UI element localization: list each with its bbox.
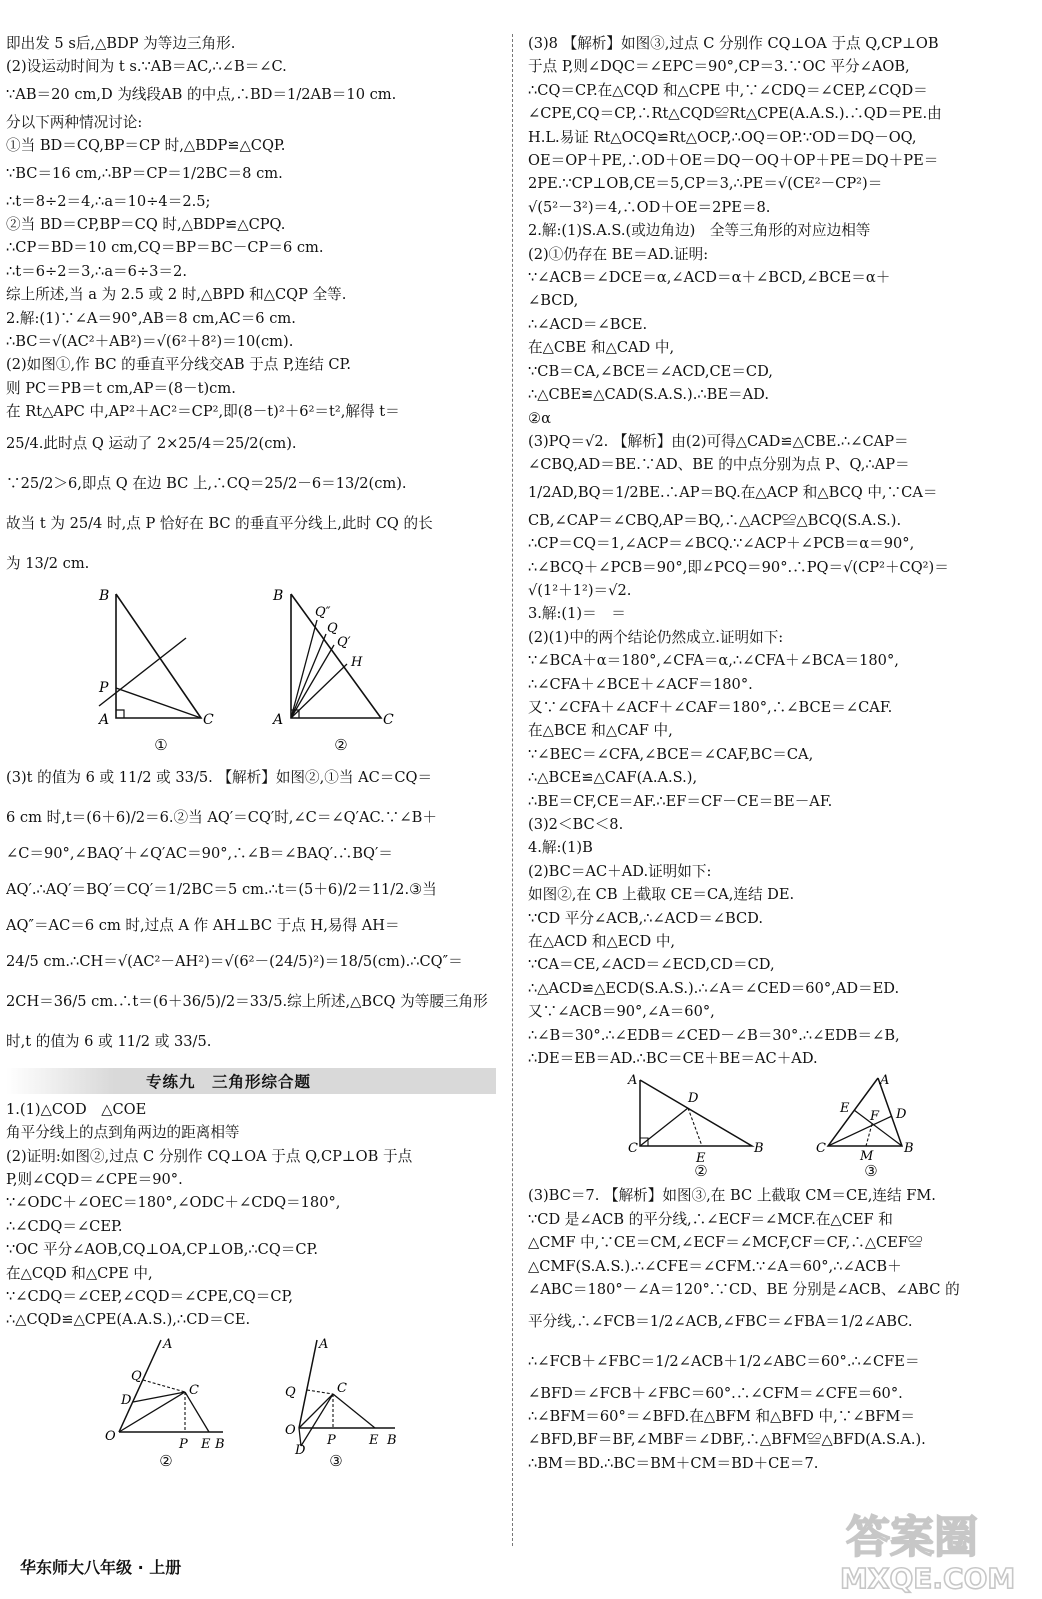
text-line: (2)BC＝AC＋AD.证明如下: xyxy=(528,862,712,880)
text-line: CB,∠CAP＝∠CBQ,AP＝BQ,∴△ACP≌△BCQ(S.A.S.). xyxy=(528,511,902,529)
text-line: ∵BC＝16 cm,∴BP＝CP＝1/2BC＝8 cm. xyxy=(6,164,283,182)
label-e: E xyxy=(201,1436,211,1452)
text-line: ∠CBQ,AD＝BE.∵AD、BE 的中点分别为点 P、Q,∴AP＝ xyxy=(528,456,910,474)
figure-2 xyxy=(271,588,411,754)
text-line: ∠CPE,CQ＝CP,∴Rt△CQD≌Rt△CPE(A.A.S.).∴QD＝PE.由 xyxy=(528,105,942,123)
text-line: ∴t＝8÷2＝4,∴a＝10÷4＝2.5; xyxy=(6,192,211,210)
label-c: C xyxy=(383,711,394,728)
text-line: (3)BC＝7. 【解析】如图③,在 BC 上截取 CM＝CE,连结 FM. xyxy=(528,1187,936,1205)
page-footer: 华东师大八年级 · 上册 xyxy=(20,1558,182,1577)
text-line: ∠BCD, xyxy=(528,292,579,310)
label-q: Q xyxy=(131,1368,142,1384)
text-line: ∵AB＝20 cm,D 为线段AB 的中点,∴BD＝1/2AB＝10 cm. xyxy=(6,85,397,103)
label-e: E xyxy=(840,1101,850,1117)
text-line: ①当 BD＝CQ,BP＝CP 时,△BDP≌△CQP. xyxy=(6,137,286,155)
label-q: Q xyxy=(327,620,338,636)
text-line: (2)证明:如图②,过点 C 分别作 CQ⊥OA 于点 Q,CP⊥OB 于点 xyxy=(6,1147,413,1165)
label-d: D xyxy=(688,1091,699,1107)
text-line: √(1²＋1²)＝√2. xyxy=(528,581,632,599)
label-c: C xyxy=(203,711,214,728)
label-d: D xyxy=(896,1107,907,1123)
text-line: ∵∠BEC＝∠CFA,∠BCE＝∠CAF,BC＝CA, xyxy=(528,745,814,763)
figure-1 xyxy=(91,588,231,754)
label-p: P xyxy=(179,1436,188,1452)
text-line: (2)设运动时间为 t s.∵AB＝AC,∴∠B＝∠C. xyxy=(6,58,287,76)
text-line: ∴△CQD≌△CPE(A.A.S.),∴CD＝CE. xyxy=(6,1311,251,1329)
figure-caption: ③ xyxy=(329,1451,343,1470)
label-o: O xyxy=(285,1422,296,1438)
figure-caption: ③ xyxy=(864,1162,878,1181)
text-line: ∴∠B＝30°.∴∠EDB＝∠CED－∠B＝30°.∴∠EDB＝∠B, xyxy=(528,1026,900,1044)
label-b: B xyxy=(215,1436,225,1452)
triangle-figure-3 xyxy=(816,1074,926,1164)
text-line: ∵25/2＞6,即点 Q 在边 BC 上,∴CQ＝25/2－6＝13/2(cm). xyxy=(6,474,407,492)
text-line: 4.解:(1)B xyxy=(528,839,593,857)
text-line: △CMF 中,∵CE＝CM,∠ECF＝∠MCF,CF＝CF,∴△CEF≌ xyxy=(528,1234,923,1252)
figure-4 xyxy=(271,1336,401,1470)
angle-figure-3 xyxy=(271,1336,401,1454)
text-line: (2)①仍存在 BE＝AD.证明: xyxy=(528,245,709,263)
figure-caption: ② xyxy=(334,735,348,754)
text-line: 1/2AD,BQ＝1/2BE.∴AP＝BQ.在△ACP 和△BCQ 中,∵CA＝ xyxy=(528,483,938,501)
text-line: ∴△BCE≌△CAF(A.A.S.), xyxy=(528,769,698,787)
label-b: B xyxy=(904,1141,914,1157)
text-line: ∴DE＝EB＝AD.∴BC＝CE＋BE＝AC＋AD. xyxy=(528,1050,818,1068)
text-line: ∴CP＝CQ＝1,∠ACP＝∠BCQ.∵∠ACP＋∠PCB＝α＝90°, xyxy=(528,535,915,553)
text-line: 时,t 的值为 6 或 11/2 或 33/5. xyxy=(6,1032,212,1050)
figure-3 xyxy=(101,1336,231,1470)
text-line: ∴△CBE≌△CAD(S.A.S.).∴BE＝AD. xyxy=(528,386,769,404)
text-line: (3)t 的值为 6 或 11/2 或 33/5. 【解析】如图②,①当 AC＝CQ＝ xyxy=(6,768,433,786)
text-line: 于点 P,则∠DQC＝∠EPC＝90°,CP＝3.∵OC 平分∠AOB, xyxy=(528,58,910,76)
text-line: ∴∠FCB＋∠FBC＝1/2∠ACB＋1/2∠ABC＝60°.∴∠CFE＝ xyxy=(528,1352,920,1370)
label-p: P xyxy=(327,1432,336,1448)
text-line: (3)2＜BC＜8. xyxy=(528,816,624,833)
site-watermark xyxy=(826,1500,1036,1596)
text-line: 即出发 5 s后,△BDP 为等边三角形. xyxy=(6,35,236,52)
text-line: ∴∠CDQ＝∠CEP. xyxy=(6,1217,123,1235)
text-line: 1.(1)△COD △COE xyxy=(6,1100,147,1118)
text-line: ∵∠BCA＋α＝180°,∠CFA＝α,∴∠CFA＋∠BCA＝180°, xyxy=(528,652,899,670)
text-line: ∵CD 平分∠ACB,∴∠ACD＝∠BCD. xyxy=(528,909,763,927)
text-line: (2)如图①,作 BC 的垂直平分线交AB 于点 P,连结 CP. xyxy=(6,356,352,374)
text-line: (3)PQ＝√2. 【解析】由(2)可得△CAD≌△CBE.∴∠CAP＝ xyxy=(528,432,909,450)
left-column xyxy=(6,32,496,1474)
label-p: P xyxy=(99,679,109,696)
text-line: △CMF(S.A.S.).∴∠CFE＝∠CFM.∵∠A＝60°,∴∠ACB＋ xyxy=(528,1257,902,1275)
text-line: 3.解:(1)＝ ＝ xyxy=(528,605,626,623)
text-line: 6 cm 时,t＝(6＋6)/2＝6.②当 AQ′＝CQ′时,∠C＝∠Q′AC.∵∠B＋ xyxy=(6,808,437,826)
text-line: 平分线,∴∠FCB＝1/2∠ACB,∠FBC＝∠FBA＝1/2∠ABC. xyxy=(528,1312,913,1330)
watermark-logo: 答案圈 xyxy=(846,1512,978,1563)
text-line: √(5²－3²)＝4,∴OD＋OE＝2PE＝8. xyxy=(528,198,771,216)
text-line: 2PE.∵CP⊥OB,CE＝5,CP＝3,∴PE＝√(CE²－CP²)＝ xyxy=(528,175,883,193)
figure-row-3 xyxy=(528,1074,1024,1180)
text-line: 则 PC＝PB＝t cm,AP＝(8－t)cm. xyxy=(6,379,236,397)
label-c: C xyxy=(337,1380,347,1396)
label-c: C xyxy=(628,1141,638,1157)
label-h: H xyxy=(351,654,363,670)
text-line: ∴∠BCQ＋∠PCB＝90°,即∠PCQ＝90°.∴PQ＝√(CP²＋CQ²)＝ xyxy=(528,558,949,576)
text-line: ∴BM＝BD.∴BC＝BM＋CM＝BD＋CE＝7. xyxy=(528,1454,819,1472)
text-line: 在△CQD 和△CPE 中, xyxy=(6,1264,153,1282)
text-line: H.L.易证 Rt△OCQ≌Rt△OCP,∴OQ＝OP.∵OD＝DQ－OQ, xyxy=(528,128,917,146)
label-a: A xyxy=(163,1336,173,1352)
text-line: 角平分线上的点到角两边的距离相等 xyxy=(6,1124,240,1142)
text-line: ∴BE＝CF,CE＝AF.∴EF＝CF－CE＝BE－AF. xyxy=(528,792,833,810)
label-m: M xyxy=(860,1149,874,1165)
label-b: B xyxy=(273,587,284,604)
label-a: A xyxy=(628,1074,638,1089)
text-line: (2)(1)中的两个结论仍然成立.证明如下: xyxy=(528,628,784,646)
triangle-figure-1 xyxy=(91,588,231,738)
text-line: AQ′.∴AQ′＝BQ′＝CQ′＝1/2BC＝5 cm.∴t＝(5＋6)/2＝11/2.③当 xyxy=(6,880,437,898)
label-d: D xyxy=(295,1442,306,1454)
text-line: ∠C＝90°,∠BAQ′＋∠Q′AC＝90°,∴∠B＝∠BAQ′.∴BQ′＝ xyxy=(6,844,393,862)
label-a: A xyxy=(273,711,284,728)
figure-6 xyxy=(816,1074,926,1180)
text-line: 又∵∠CFA＋∠ACF＋∠CAF＝180°,∴∠BCE＝∠CAF. xyxy=(528,698,893,716)
label-q-double: Q″ xyxy=(315,604,331,620)
figure-row-2 xyxy=(6,1336,496,1470)
label-c: C xyxy=(189,1382,199,1398)
text-line: ∴∠BFM＝60°＝∠BFD.在△BFM 和△BFD 中,∵∠BFM＝ xyxy=(528,1407,915,1425)
label-a: A xyxy=(99,711,110,728)
watermark-url: MXQE.COM xyxy=(840,1562,1016,1595)
column-divider xyxy=(512,34,513,1546)
text-line: 2CH＝36/5 cm.∴t＝(6＋36/5)/2＝33/5.综上所述,△BCQ 为等腰三角形 xyxy=(6,992,488,1010)
text-line: ∴t＝6÷2＝3,∴a＝6÷3＝2. xyxy=(6,262,187,280)
figure-caption: ② xyxy=(159,1451,173,1470)
text-line: ∵∠ODC＋∠OEC＝180°,∠ODC＋∠CDQ＝180°, xyxy=(6,1194,341,1212)
text-line: ∴∠ACD＝∠BCE. xyxy=(528,315,648,333)
text-line: ∴BC＝√(AC²＋AB²)＝√(6²＋8²)＝10(cm). xyxy=(6,333,294,351)
label-e: E xyxy=(369,1432,379,1448)
text-line: ∴CQ＝CP.在△CQD 和△CPE 中,∵∠CDQ＝∠CEP,∠CQD＝ xyxy=(528,81,928,99)
text-line: ∴CP＝BD＝10 cm,CQ＝BP＝BC－CP＝6 cm. xyxy=(6,239,324,257)
text-line: 如图②,在 CB 上截取 CE＝CA,连结 DE. xyxy=(528,886,795,904)
text-line: AQ″＝AC＝6 cm 时,过点 A 作 AH⊥BC 于点 H,易得 AH＝ xyxy=(6,916,400,934)
text-line: ②当 BD＝CP,BP＝CQ 时,△BDP≌△CPQ. xyxy=(6,216,286,234)
text-line: 24/5 cm.∴CH＝√(AC²－AH²)＝√(6²－(24/5)²)＝18/5(cm).∴CQ″＝ xyxy=(6,952,463,970)
triangle-figure-2 xyxy=(271,588,411,738)
label-b: B xyxy=(754,1141,764,1157)
text-line: ∴∠CFA＋∠BCE＋∠ACF＝180°. xyxy=(528,675,753,693)
label-b: B xyxy=(99,587,110,604)
text-line: ∴△ACD≌△ECD(S.A.S.).∴∠A＝∠CED＝60°,AD＝ED. xyxy=(528,979,900,997)
figure-caption: ① xyxy=(154,735,168,754)
label-f: F xyxy=(870,1109,880,1125)
text-line: 为 13/2 cm. xyxy=(6,554,90,572)
text-line: 在△CBE 和△CAD 中, xyxy=(528,339,675,357)
text-line: ∠BFD,BF＝BF,∠MBF＝∠DBF,∴△BFM≌△BFD(A.S.A.). xyxy=(528,1431,926,1449)
text-line: 又∵∠ACB＝90°,∠A＝60°, xyxy=(528,1003,715,1021)
text-line: ∠ABC＝180°－∠A＝120°.∵CD、BE 分别是∠ACB、∠ABC 的 xyxy=(528,1281,960,1299)
text-line: ∵OC 平分∠AOB,CQ⊥OA,CP⊥OB,∴CQ＝CP. xyxy=(6,1241,319,1259)
right-column xyxy=(528,32,1024,1475)
label-e: E xyxy=(696,1151,706,1165)
text-line: 在△BCE 和△CAF 中, xyxy=(528,722,673,740)
text-line: (3)8 【解析】如图③,过点 C 分别作 CQ⊥OA 于点 Q,CP⊥OB xyxy=(528,35,939,52)
right-triangle-figure-2 xyxy=(626,1074,776,1164)
label-d: D xyxy=(121,1392,132,1408)
text-line: 2.解:(1)∵∠A＝90°,AB＝8 cm,AC＝6 cm. xyxy=(6,309,296,327)
text-line: ②α xyxy=(528,409,551,427)
text-line: ∵CB＝CA,∠BCE＝∠ACD,CE＝CD, xyxy=(528,362,773,380)
label-q: Q xyxy=(285,1384,296,1400)
label-q-prime: Q′ xyxy=(337,634,351,650)
text-line: 在△ACD 和△ECD 中, xyxy=(528,933,676,951)
text-line: P,则∠CQD＝∠CPE＝90°. xyxy=(6,1170,183,1188)
text-line: ∵CD 是∠ACB 的平分线,∴∠ECF＝∠MCF.在△CEF 和 xyxy=(528,1210,893,1228)
figure-caption: ② xyxy=(694,1162,708,1181)
label-o: O xyxy=(105,1428,116,1444)
text-line: 分以下两种情况讨论: xyxy=(6,113,143,131)
label-b: B xyxy=(387,1432,397,1448)
label-a: A xyxy=(319,1336,329,1352)
text-line: ∵CA＝CE,∠ACD＝∠ECD,CD＝CD, xyxy=(528,956,775,974)
text-line: 在 Rt△APC 中,AP²＋AC²＝CP²,即(8－t)²＋6²＝t²,解得 t＝ xyxy=(6,403,400,421)
angle-figure-2 xyxy=(101,1336,231,1454)
text-line: ∵∠CDQ＝∠CEP,∠CQD＝∠CPE,CQ＝CP, xyxy=(6,1287,294,1305)
text-line: 25/4.此时点 Q 运动了 2×25/4＝25/2(cm). xyxy=(6,434,297,452)
label-c: C xyxy=(816,1141,826,1157)
text-line: OE＝OP＋PE,∴OD＋OE＝DQ－OQ＋OP＋PE＝DQ＋PE＝ xyxy=(528,152,939,170)
text-line: 故当 t 为 25/4 时,点 P 恰好在 BC 的垂直平分线上,此时 CQ 的长 xyxy=(6,514,433,532)
section-title: 专练九 三角形综合题 xyxy=(6,1068,496,1094)
text-line: 综上所述,当 a 为 2.5 或 2 时,△BPD 和△CQP 全等. xyxy=(6,286,347,304)
text-line: ∠BFD＝∠FCB＋∠FBC＝60°.∴∠CFM＝∠CFE＝60°. xyxy=(528,1384,903,1402)
figure-row-1 xyxy=(6,588,496,754)
label-a: A xyxy=(880,1074,890,1089)
text-line: ∵∠ACB＝∠DCE＝α,∠ACD＝α＋∠BCD,∠BCE＝α＋ xyxy=(528,269,891,287)
text-line: 2.解:(1)S.A.S.(或边角边) 全等三角形的对应边相等 xyxy=(528,222,871,240)
figure-5 xyxy=(626,1074,776,1180)
